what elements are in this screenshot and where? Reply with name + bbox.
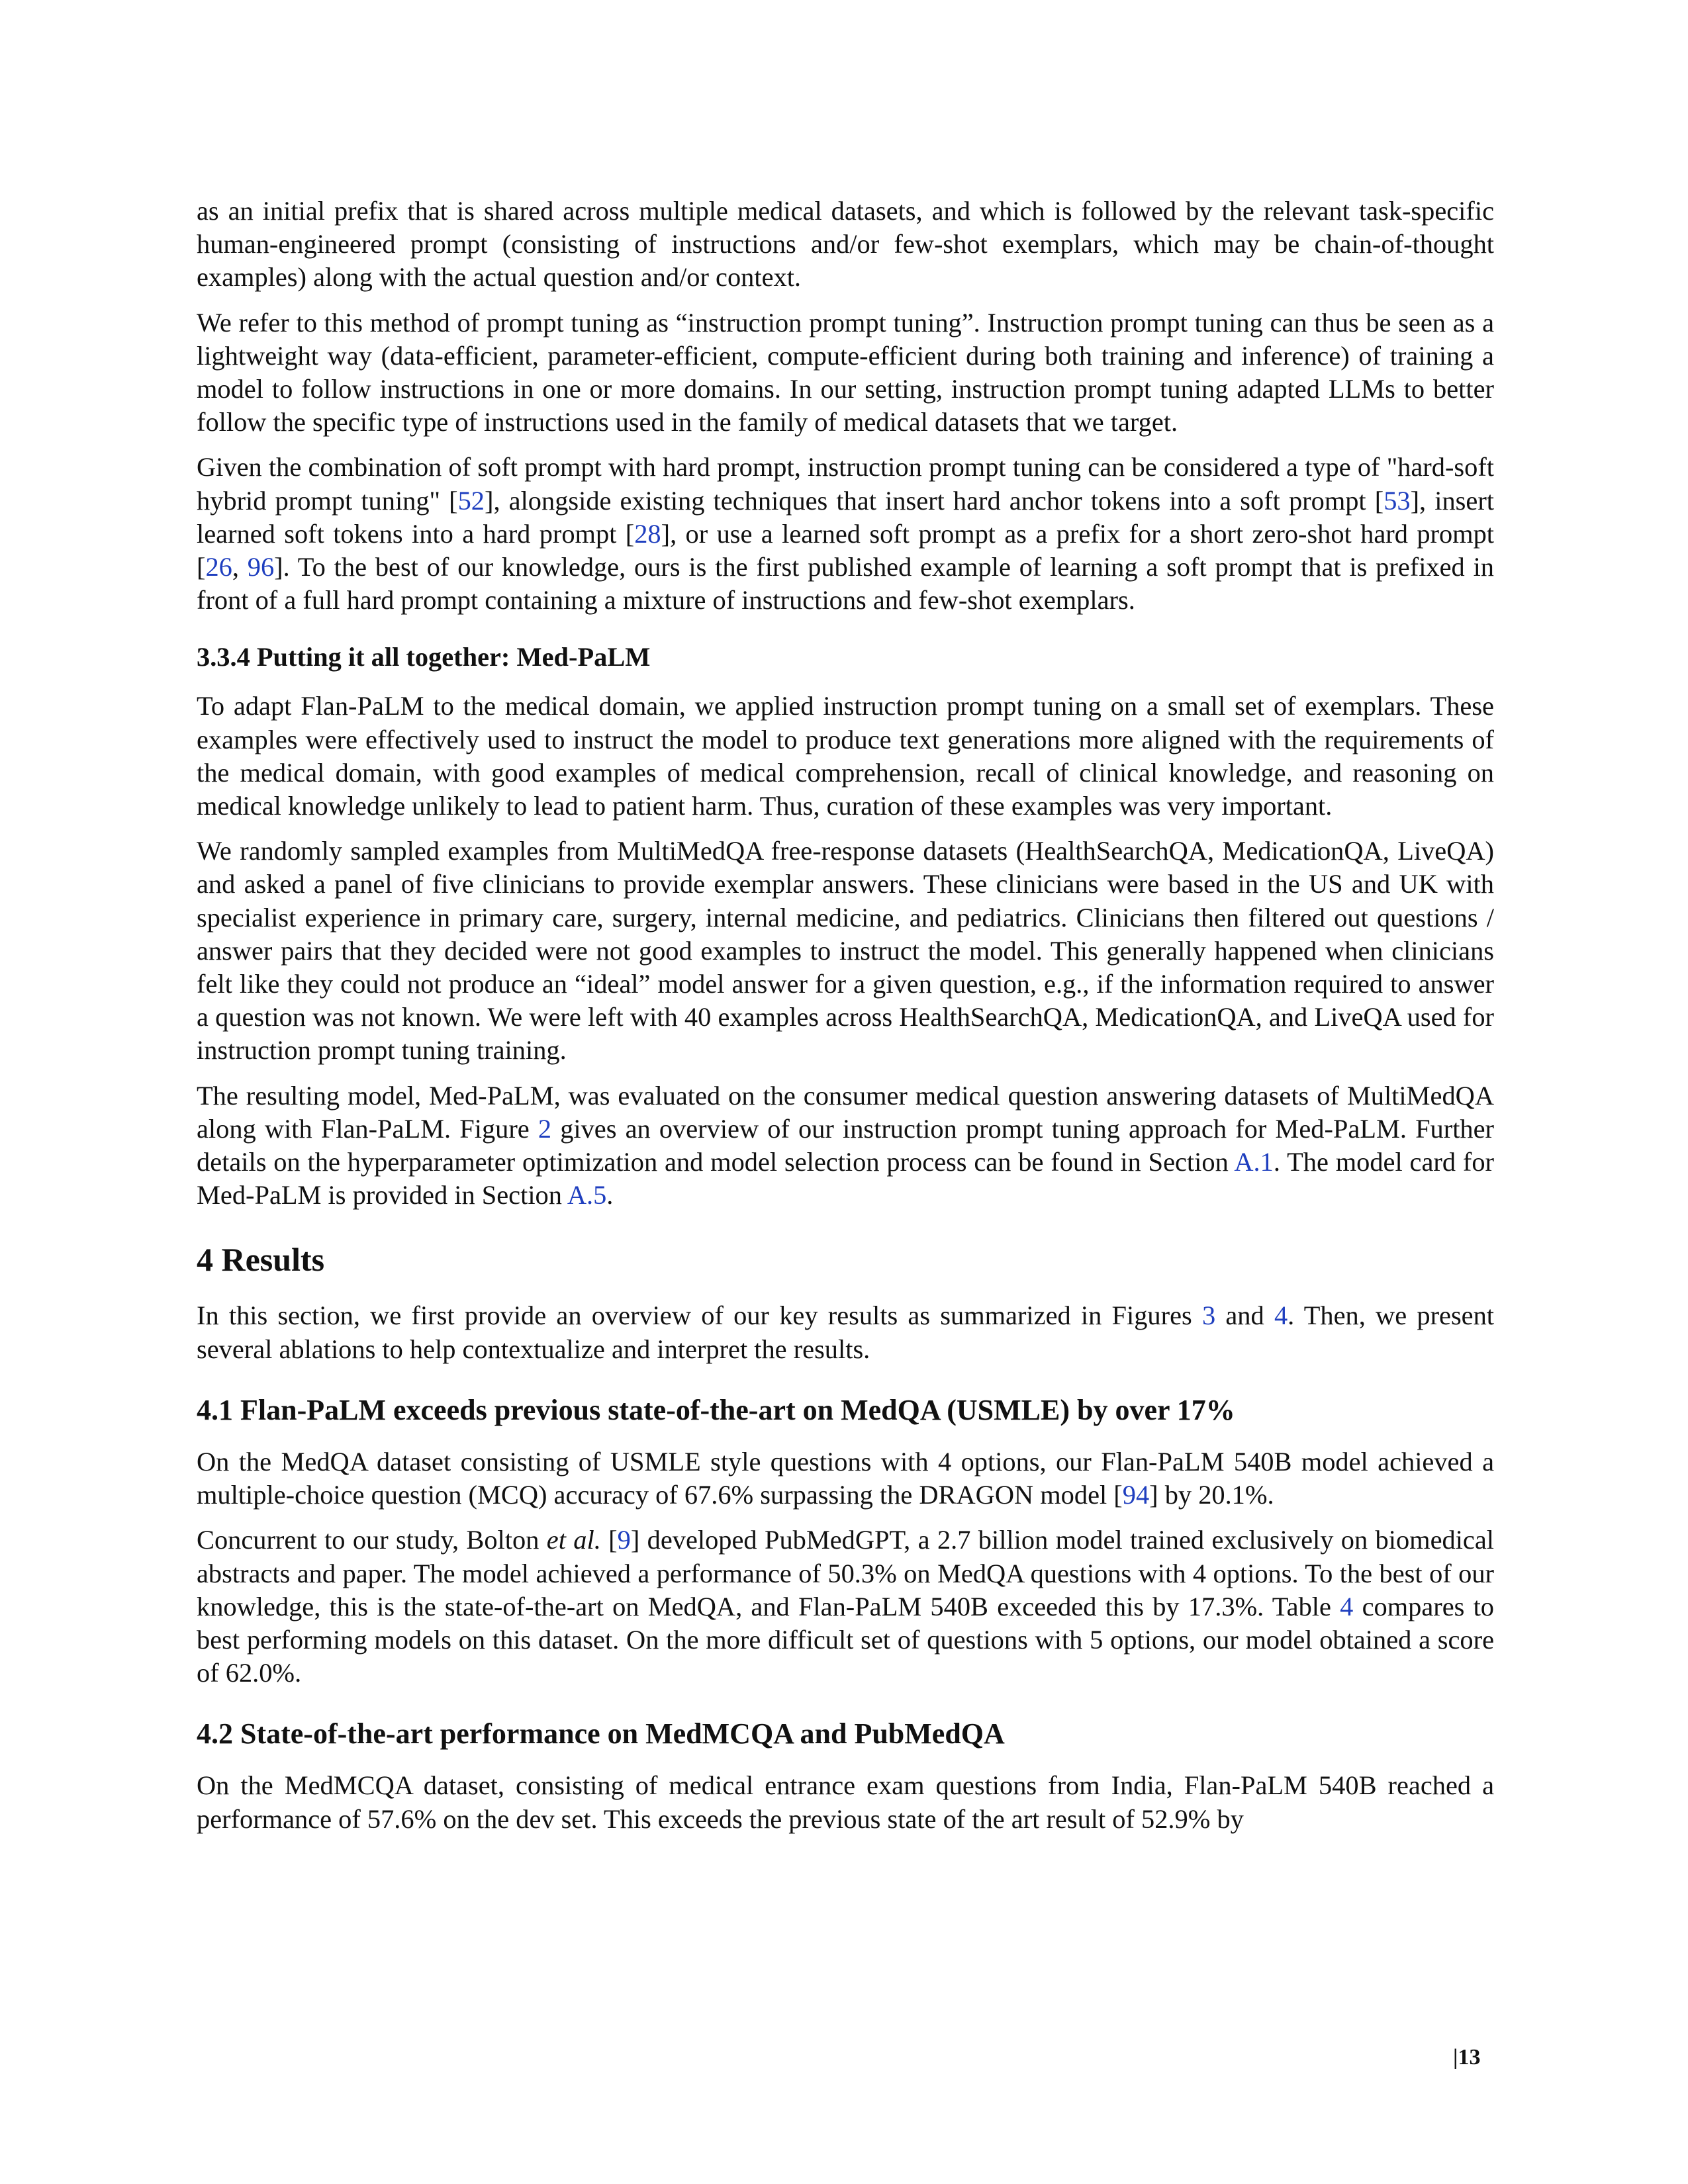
paragraph-text: To adapt Flan-PaLM to the medical domain, we applied instruction prompt tuning on a small set of exemplars. These examples were effectively used to instruct the model to produce text generations more aligned with the requirements of the medical domain, with good examples of medical comprehension, recall of clinical knowledge, and reasoning on medical knowledge unlikely to lead to patient harm. Thus, curation of these examples was very important.: [197, 691, 1494, 821]
subsection-heading: 4.1 Flan-PaLM exceeds previous state-of-the-art on MedQA (USMLE) by over 17%: [197, 1393, 1235, 1426]
text-span: ], alongside existing techniques that insert hard anchor tokens into a soft prompt [: [485, 485, 1384, 516]
figure-link[interactable]: 4: [1274, 1300, 1288, 1331]
section-link[interactable]: A.5: [567, 1180, 607, 1210]
paragraph-hybrid-prompt-tuning: [197, 451, 1494, 617]
paragraph-prefix-continuation: [197, 195, 1494, 295]
text-span: compares to best performing models on this dataset. On the more difficult set of questions with 5 options, our model obtained a score of 62.0%.: [197, 1591, 1495, 1688]
text-span: In this section, we first provide an overview of our key results as summarized in Figures: [197, 1300, 1202, 1331]
citation-link[interactable]: 96: [247, 552, 275, 582]
text-span: ], insert learned soft tokens into a hard prompt [: [197, 485, 1494, 549]
text-span: ] by 20.1%.: [1149, 1480, 1274, 1510]
paragraph-resulting-model: [197, 1079, 1494, 1212]
text-span: ] developed PubMedGPT, a 2.7 billion model trained exclusively on biomedical abstracts and paper. The model achieved a performance of 50.3% on MedQA questions with 4 options. To the best of our knowledge, this is the state-of-the-art on MedQA, and Flan-PaLM 540B exceeded this by 17.3%. Table: [197, 1525, 1494, 1621]
text-span: . Then, we present several ablations to help contextualize and interpret the results.: [197, 1300, 1495, 1364]
paragraph-text: We refer to this method of prompt tuning as “instruction prompt tuning”. Instruction prompt tuning can thus be seen as a lightweight way (data-efficient, parameter-efficient, compute-efficient during both training and inference) of training a model to follow instructions in one or more domains. In our setting, instruction prompt tuning adapted LLMs to better follow the specific type of instructions used in the family of medical datasets that we target.: [197, 307, 1494, 437]
citation-link[interactable]: 52: [457, 485, 485, 516]
citation-link[interactable]: 53: [1383, 485, 1411, 516]
section-link[interactable]: A.1: [1234, 1147, 1274, 1177]
text-span: ], or use a learned soft prompt as a prefix for a short zero-shot hard prompt [: [197, 518, 1494, 582]
text-span: gives an overview of our instruction prompt tuning approach for Med-PaLM. Further details on the hyperparameter optimization and model selection process can be found in Section: [197, 1113, 1494, 1177]
text-span: Concurrent to our study, Bolton: [197, 1525, 547, 1555]
text-span: ,: [232, 552, 248, 582]
citation-link[interactable]: 28: [634, 518, 661, 549]
paragraph-text: On the MedMCQA dataset, consisting of medical entrance exam questions from India, Flan-PaLM 540B reached a performance of 57.6% on the dev set. This exceeds the previous state of the art result of 52.9% by: [197, 1770, 1494, 1834]
text-span: The resulting model, Med-PaLM, was evaluated on the consumer medical question answering datasets of MultiMedQA along with Flan-PaLM. Figure: [197, 1080, 1494, 1144]
citation-link[interactable]: 9: [617, 1525, 631, 1555]
paragraph-results-overview: [197, 1299, 1494, 1365]
paragraph-medqa-result: [197, 1445, 1494, 1512]
paragraph-text: as an initial prefix that is shared across multiple medical datasets, and which is followed by the relevant task-specific human-engineered prompt (consisting of instructions and/or few-shot exemplars, which may be chain-of-thought examples) along with the actual question and/or context.: [197, 196, 1494, 293]
citation-link[interactable]: 26: [205, 552, 232, 582]
text-span: [: [600, 1525, 618, 1555]
subsection-heading: 4.2 State-of-the-art performance on MedMCQA and PubMedQA: [197, 1717, 1005, 1751]
text-span: On the MedQA dataset consisting of USMLE style questions with 4 options, our Flan-PaLM 540B model achieved a multiple-choice question (MCQ) accuracy of 67.6% surpassing the DRAGON model [: [197, 1446, 1494, 1510]
paragraph-sampled-examples: [197, 835, 1494, 1067]
text-span: ]. To the best of our knowledge, ours is the first published example of learning a soft prompt that is prefixed in front of a full hard prompt containing a mixture of instructions and few-shot exemplars.: [197, 552, 1494, 615]
figure-link[interactable]: 2: [538, 1113, 552, 1144]
paragraph-adapt-flan-palm: [197, 690, 1494, 823]
text-span: and: [1215, 1300, 1274, 1331]
text-span: .: [606, 1180, 614, 1210]
subsubsection-heading: 3.3.4 Putting it all together: Med-PaLM: [197, 642, 651, 672]
paper-page: [197, 195, 1494, 1848]
text-span: . The model card for Med-PaLM is provided in Section: [197, 1147, 1494, 1210]
figure-link[interactable]: 3: [1201, 1300, 1216, 1331]
paragraph-text: We randomly sampled examples from MultiMedQA free-response datasets (HealthSearchQA, MedicationQA, LiveQA) and asked a panel of five clinicians to provide exemplar answers. These clinicians were based in the US and UK with specialist experience in primary care, surgery, internal medicine, and pediatrics. Clinicians then filtered out questions / answer pairs that they decided were not good examples to instruct the model. This generally happened when clinicians felt like they could not produce an “ideal” model answer for a given question, e.g., if the information required to answer a question was not known. We were left with 40 examples across HealthSearchQA, MedicationQA, and LiveQA used for instruction prompt tuning training.: [197, 836, 1494, 1066]
section-heading: 4 Results: [197, 1241, 325, 1279]
page-number: |13: [1453, 2045, 1481, 2070]
emphasis-text: et al.: [546, 1525, 601, 1555]
table-link[interactable]: 4: [1340, 1591, 1354, 1621]
paragraph-pubmedgpt: [197, 1524, 1494, 1690]
text-span: Given the combination of soft prompt with hard prompt, instruction prompt tuning can be considered a type of "hard-soft hybrid prompt tuning" [: [197, 452, 1494, 516]
citation-link[interactable]: 94: [1122, 1480, 1150, 1510]
paragraph-medmcqa-result: [197, 1769, 1494, 1835]
paragraph-instruction-prompt-tuning: [197, 306, 1494, 439]
